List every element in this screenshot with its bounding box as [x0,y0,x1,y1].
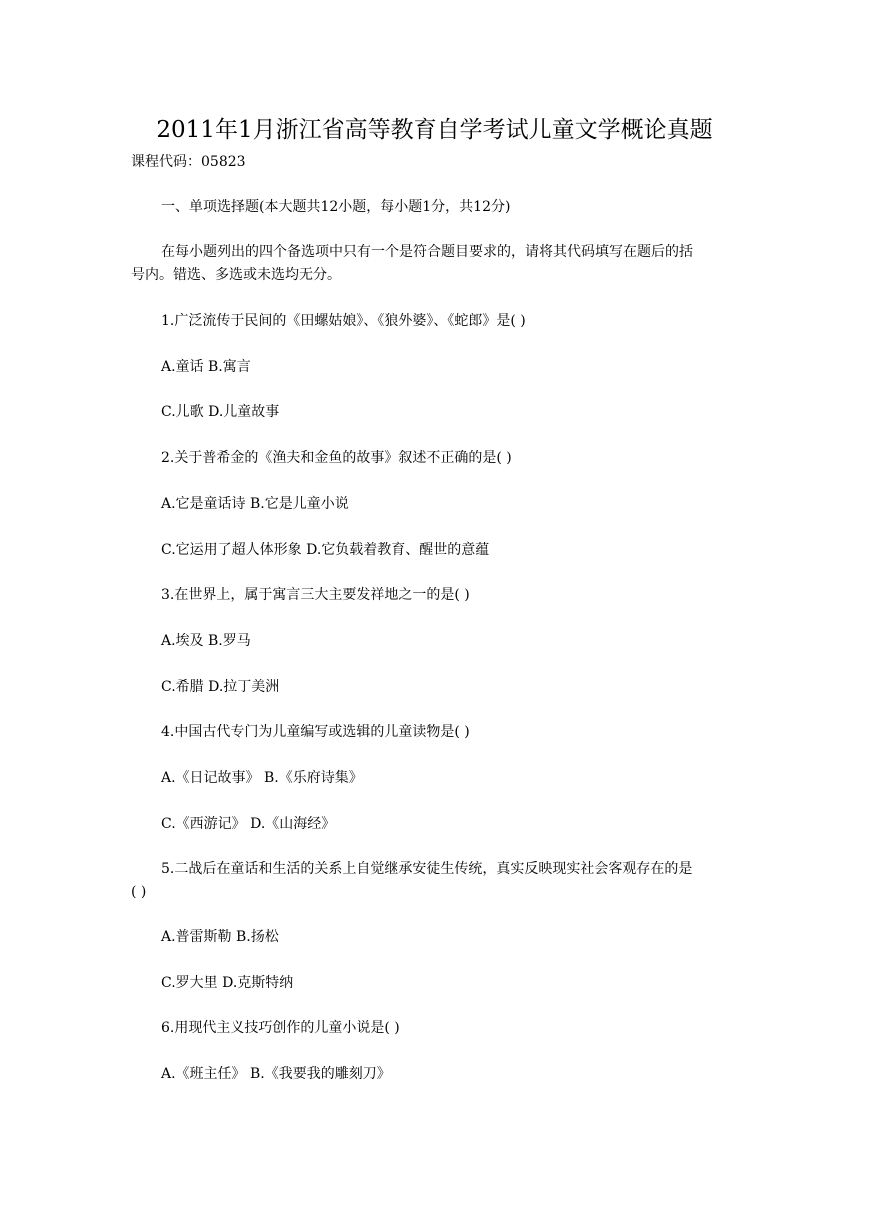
question-4-options-ab: A.《日记故事》 B.《乐府诗集》 [161,770,363,786]
question-6-options-ab: A.《班主任》 B.《我要我的雕刻刀》 [161,1066,391,1082]
question-2-options-cd: C.它运用了超人体形象 D.它负载着教育、醒世的意蕴 [161,542,490,558]
section-heading: 一、单项选择题(本大题共12小题，每小题1分，共12分) [161,199,511,215]
question-5-stem-line-2: ( ) [131,884,147,900]
question-1-stem: 1.广泛流传于民间的《田螺姑娘》、《狼外婆》、《蛇郎》是( ) [161,313,526,329]
document-title: 2011年1月浙江省高等教育自学考试儿童文学概论真题 [156,117,713,143]
question-4-stem: 4.中国古代专门为儿童编写或选辑的儿童读物是( ) [161,724,470,740]
question-6-stem: 6.用现代主义技巧创作的儿童小说是( ) [161,1020,400,1036]
question-5-stem-line-1: 5.二战后在童话和生活的关系上自觉继承安徒生传统，真实反映现实社会客观存在的是 [161,861,693,877]
question-3-stem: 3.在世界上，属于寓言三大主要发祥地之一的是( ) [161,587,470,603]
instructions-line-1: 在每小题列出的四个备选项中只有一个是符合题目要求的，请将其代码填写在题后的括 [161,244,693,260]
question-1-options-ab: A.童话 B.寓言 [161,359,251,375]
question-5-options-ab: A.普雷斯勒 B.扬松 [161,929,279,945]
instructions-line-2: 号内。错选、多选或未选均无分。 [131,267,341,283]
question-5-options-cd: C.罗大里 D.克斯特纳 [161,975,294,991]
question-2-options-ab: A.它是童话诗 B.它是儿童小说 [161,496,349,512]
question-2-stem: 2.关于普希金的《渔夫和金鱼的故事》叙述不正确的是( ) [161,450,512,466]
question-3-options-cd: C.希腊 D.拉丁美洲 [161,679,280,695]
course-code: 课程代码：05823 [131,154,246,170]
question-4-options-cd: C.《西游记》 D.《山海经》 [161,816,336,832]
question-1-options-cd: C.儿歌 D.儿童故事 [161,404,280,420]
question-3-options-ab: A.埃及 B.罗马 [161,633,251,649]
